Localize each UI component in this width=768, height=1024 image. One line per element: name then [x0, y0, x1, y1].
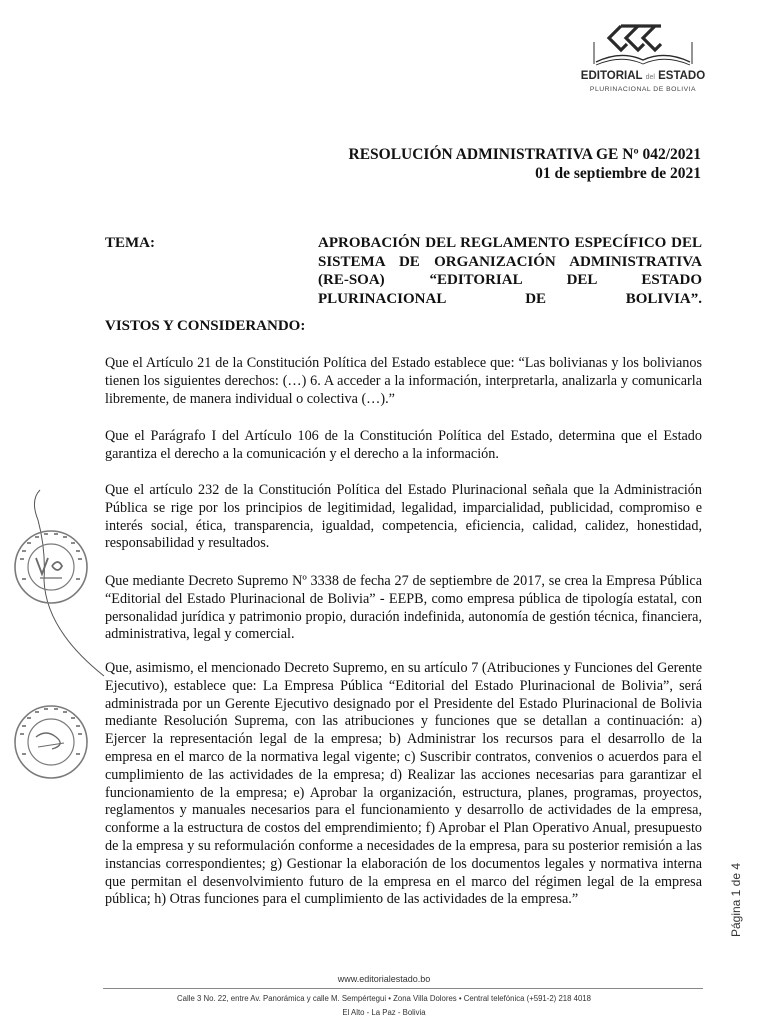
legal-stamp: [12, 703, 90, 781]
page-number: Página 1 de 4: [729, 862, 743, 938]
section-heading: VISTOS Y CONSIDERANDO:: [105, 318, 306, 334]
logo-title: EDITORIAL del ESTADO: [580, 70, 706, 82]
approval-stamp: [12, 528, 90, 606]
paragraph-article-7: Que, asimismo, el mencionado Decreto Supremo, en su artículo 7 (Atribuciones y Funciones del Gerente Ejecutivo), establece que: La Empresa Pública “Editorial del Estado Plurinacional de Bolivia”, será administrada por un Gerente Ejecutivo designado por el Presidente del Estado Plurinacional de Bolivia mediante Resolución Suprema, con las atribuciones y funciones que se detallan a continuación: a) Ejercer la representación legal de la empresa; b) Administrar los recursos para el desarrollo de la empresa en el marco de la normativa legal vigente; c) Suscribir contratos, convenios o acuerdos para el cumplimiento de las actividades de la empresa; d) Realizar las acciones necesarias para garantizar el funcionamiento de la empresa; e) Aprobar la organización, estructura, planes, programas, proyectos, reglamentos y manuales necesarios para el funcionamiento y desarrollo de actividades de la empresa, conforme a la estructura de costos del emprendimiento; f) Aprobar el Plan Operativo Anual, presupuesto de la empresa y su reformulación conforme a necesidades de la empresa, para su posterior remisión a las instancias correspondientes; g) Gestionar la elaboración de los documentos legales y normativa interna que permitan el desenvolvimiento futuro de la empresa en el marco del régimen legal de la empresa pública; h) Otras funciones para el cumplimiento de las actividades de la empresa.”: [105, 660, 702, 908]
editorial-logo-icon: [576, 18, 710, 70]
footer-city: El Alto - La Paz - Bolivia: [342, 1008, 426, 1017]
editorial-logo: [576, 18, 710, 98]
paragraph-article-21: Que el Artículo 21 de la Constitución Política del Estado establece que: “Las bolivianas y los bolivianos tienen los siguientes derechos: (…) 6. A acceder a la información, interpretarla, analizarla y comunicarla libremente, de manera individual o colectiva (…).”: [105, 355, 702, 407]
footer-divider: [103, 988, 703, 989]
footer-address: Calle 3 No. 22, entre Av. Panorámica y calle M. Sempértegui • Zona Villa Dolores • Central telefónica (+591-2) 218 4018: [177, 994, 591, 1003]
footer-url[interactable]: www.editorialestado.bo: [337, 974, 431, 984]
paragraph-article-106: Que el Parágrafo I del Artículo 106 de la Constitución Política del Estado, determina que el Estado garantiza el derecho a la comunicación y el derecho a la información.: [105, 428, 702, 462]
paragraph-decreto-3338: Que mediante Decreto Supremo Nº 3338 de fecha 27 de septiembre de 2017, se crea la Empresa Pública “Editorial del Estado Plurinacional de Bolivia” - EEPB, como empresa pública de tipología estatal, con personalidad jurídica y patrimonio propio, duración indefinida, autonomía de gestión técnica, financiera, administrativa, legal y comercial.: [105, 573, 702, 643]
tema-text: APROBACIÓN DEL REGLAMENTO ESPECÍFICO DEL SISTEMA DE ORGANIZACIÓN ADMINISTRATIVA (RE-SOA) “EDITORIAL DEL ESTADO PLURINACIONAL DE BOLIVIA”.: [318, 235, 702, 307]
logo-subtitle: PLURINACIONAL DE BOLIVIA: [589, 86, 697, 93]
resolution-date: 01 de septiembre de 2021: [535, 165, 701, 182]
resolution-number: RESOLUCIÓN ADMINISTRATIVA GE Nº 042/2021: [348, 146, 701, 163]
resolution-header: [349, 145, 702, 183]
paragraph-article-232: Que el artículo 232 de la Constitución Política del Estado Plurinacional señala que la Administración Pública se rige por los principios de legitimidad, legalidad, imparcialidad, publicidad, compromiso e interés social, ética, transparencia, igualdad, competencia, eficiencia, calidad, calidez, honestidad, responsabilidad y resultados.: [105, 482, 702, 552]
tema-label: TEMA:: [105, 235, 155, 251]
